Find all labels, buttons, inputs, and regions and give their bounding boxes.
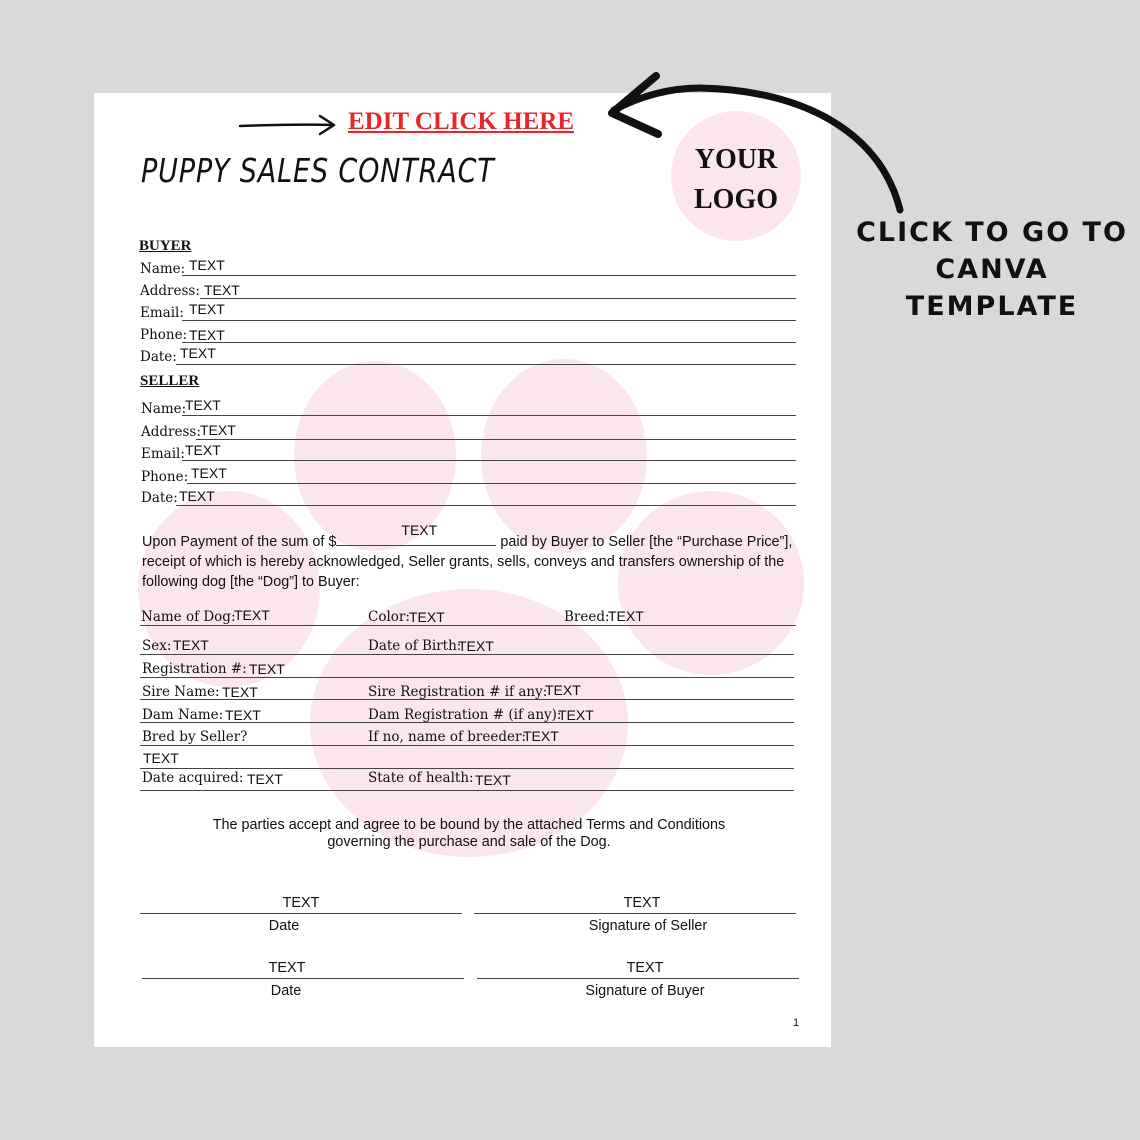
dog-row-6-line bbox=[140, 745, 794, 746]
seller-heading: SELLER bbox=[140, 373, 200, 389]
edit-click-here-link[interactable]: EDIT CLICK HERE bbox=[348, 108, 574, 135]
arrow-right-icon bbox=[238, 113, 338, 137]
seller-name-line bbox=[182, 415, 796, 416]
buyer-email-value[interactable]: TEXT bbox=[189, 301, 225, 317]
dog-dob-value[interactable]: TEXT bbox=[458, 638, 494, 654]
state-of-health-label: State of health: bbox=[368, 770, 474, 786]
payment-suffix: paid by Buyer to Seller [the “Purchase Price”], receipt of which is hereby acknowledged, Seller grants, sells, conveys and transfers ownership of the following dog [the “Dog”] to Buyer: bbox=[142, 534, 793, 590]
seller-address-label: Address: bbox=[141, 424, 201, 440]
buyer-date-caption: Date bbox=[270, 983, 302, 999]
dam-registration-label: Dam Registration # (if any): bbox=[368, 707, 562, 723]
buyer-name-value[interactable]: TEXT bbox=[189, 257, 225, 273]
dog-row-5-line bbox=[140, 722, 794, 723]
buyer-heading: BUYER bbox=[139, 238, 192, 254]
breeder-name-label: If no, name of breeder: bbox=[368, 729, 526, 745]
page-number: 1 bbox=[793, 1017, 800, 1029]
dog-row-3-line bbox=[140, 677, 794, 678]
buyer-phone-value[interactable]: TEXT bbox=[189, 327, 225, 343]
payment-prefix: Upon Payment of the sum of $ bbox=[142, 534, 337, 550]
dog-name-label: Name of Dog: bbox=[141, 609, 236, 625]
seller-phone-value[interactable]: TEXT bbox=[191, 465, 227, 481]
seller-email-label: Email: bbox=[141, 446, 185, 462]
breeder-name-value[interactable]: TEXT bbox=[523, 728, 559, 744]
seller-date-signature-value[interactable]: TEXT bbox=[282, 895, 320, 911]
buyer-name-label: Name: bbox=[140, 261, 186, 277]
sire-name-label: Sire Name: bbox=[142, 684, 220, 700]
dam-name-label: Dam Name: bbox=[142, 707, 224, 723]
seller-date-line bbox=[176, 505, 796, 506]
seller-email-line bbox=[182, 460, 796, 461]
payment-paragraph bbox=[142, 522, 812, 592]
buyer-name-line bbox=[182, 275, 796, 276]
seller-email-value[interactable]: TEXT bbox=[185, 442, 221, 458]
bred-by-seller-value[interactable]: TEXT bbox=[143, 750, 179, 766]
canva-template-callout[interactable] bbox=[852, 214, 1132, 325]
date-acquired-value[interactable]: TEXT bbox=[247, 771, 283, 787]
sire-registration-label: Sire Registration # if any: bbox=[368, 684, 548, 700]
seller-signature-value[interactable]: TEXT bbox=[623, 895, 661, 911]
dog-row-7-line bbox=[140, 768, 794, 769]
buyer-address-label: Address: bbox=[140, 283, 200, 299]
buyer-signature-value[interactable]: TEXT bbox=[626, 960, 664, 976]
dam-name-value[interactable]: TEXT bbox=[225, 707, 261, 723]
buyer-address-line bbox=[200, 298, 796, 299]
buyer-phone-label: Phone: bbox=[140, 327, 188, 343]
dog-breed-label: Breed: bbox=[564, 609, 610, 625]
seller-signature-caption: Signature of Seller bbox=[588, 918, 708, 934]
seller-date-value[interactable]: TEXT bbox=[179, 488, 215, 504]
dog-color-label: Color: bbox=[368, 609, 410, 625]
buyer-date-value[interactable]: TEXT bbox=[180, 345, 216, 361]
buyer-date-signature-line bbox=[142, 978, 464, 979]
state-of-health-value[interactable]: TEXT bbox=[475, 772, 511, 788]
dog-row-1-line bbox=[140, 625, 796, 626]
logo-line-1: YOUR bbox=[694, 144, 778, 175]
seller-date-label: Date: bbox=[141, 490, 178, 506]
terms-line-2: governing the purchase and sale of the Dog. bbox=[327, 834, 611, 850]
seller-phone-line bbox=[187, 483, 796, 484]
seller-name-label: Name: bbox=[141, 401, 187, 417]
buyer-date-label: Date: bbox=[140, 349, 177, 365]
dog-row-2-line bbox=[140, 654, 794, 655]
dog-color-value[interactable]: TEXT bbox=[409, 609, 445, 625]
buyer-date-line bbox=[176, 364, 796, 365]
buyer-email-line bbox=[182, 320, 796, 321]
dog-dob-label: Date of Birth: bbox=[368, 638, 462, 654]
logo-line-2: LOGO bbox=[693, 184, 778, 215]
buyer-date-signature-value[interactable]: TEXT bbox=[268, 960, 306, 976]
seller-name-value[interactable]: TEXT bbox=[185, 397, 221, 413]
callout-line-2: CANVA TEMPLATE bbox=[905, 254, 1079, 322]
buyer-email-label: Email: bbox=[140, 305, 184, 321]
seller-signature-line bbox=[474, 913, 796, 914]
callout-line-1: CLICK TO GO TO bbox=[856, 217, 1128, 248]
seller-date-caption: Date bbox=[268, 918, 300, 934]
buyer-signature-caption: Signature of Buyer bbox=[585, 983, 705, 999]
sire-name-value[interactable]: TEXT bbox=[222, 684, 258, 700]
purchase-price-value[interactable]: TEXT bbox=[401, 522, 438, 538]
date-acquired-label: Date acquired: bbox=[142, 770, 244, 786]
seller-phone-label: Phone: bbox=[141, 469, 189, 485]
seller-address-value[interactable]: TEXT bbox=[200, 422, 236, 438]
dog-row-8-line bbox=[140, 790, 794, 791]
logo-text bbox=[671, 140, 801, 220]
logo-placeholder bbox=[671, 111, 801, 241]
bred-by-seller-label: Bred by Seller? bbox=[142, 729, 248, 745]
buyer-signature-line bbox=[477, 978, 799, 979]
terms-line-1: The parties accept and agree to be bound by the attached Terms and Conditions bbox=[212, 817, 726, 833]
seller-date-signature-line bbox=[140, 913, 462, 914]
dog-sex-label: Sex: bbox=[142, 638, 172, 654]
terms-statement bbox=[164, 817, 774, 851]
dog-row-4-line bbox=[140, 699, 794, 700]
dam-registration-value[interactable]: TEXT bbox=[558, 707, 594, 723]
dog-registration-label: Registration #: bbox=[142, 661, 247, 677]
dog-breed-value[interactable]: TEXT bbox=[608, 608, 644, 624]
buyer-phone-line bbox=[182, 342, 796, 343]
seller-address-line bbox=[196, 439, 796, 440]
dog-name-value[interactable]: TEXT bbox=[234, 607, 270, 623]
dog-registration-value[interactable]: TEXT bbox=[249, 661, 285, 677]
page-title: PUPPY SALES CONTRACT bbox=[141, 151, 495, 190]
dog-sex-value[interactable]: TEXT bbox=[173, 637, 209, 653]
buyer-address-value[interactable]: TEXT bbox=[204, 282, 240, 298]
purchase-price-blank[interactable] bbox=[336, 522, 496, 546]
contract-page bbox=[94, 93, 831, 1047]
sire-registration-value[interactable]: TEXT bbox=[545, 682, 581, 698]
